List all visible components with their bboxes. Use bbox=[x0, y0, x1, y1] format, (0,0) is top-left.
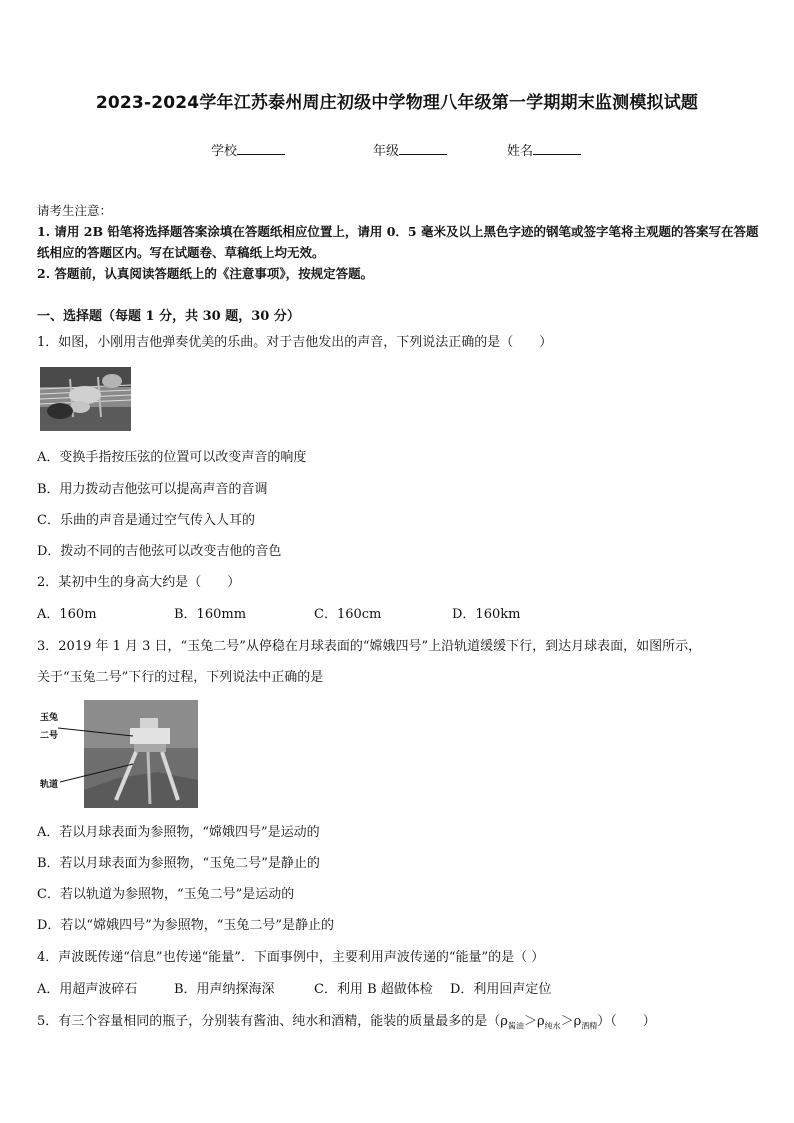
q2-option-c[interactable]: C．160cm bbox=[314, 607, 382, 622]
page-title: 2023-2024学年江苏泰州周庄初级中学物理八年级第一学期期末监测模拟试题 bbox=[95, 93, 699, 113]
q4-stem: 4．声波既传递“信息”也传递“能量”．下面事例中，主要利用声波传递的“能量”的是（ ） bbox=[37, 950, 545, 965]
q1-option-a[interactable]: A．变换手指按压弦的位置可以改变声音的响度 bbox=[37, 450, 307, 465]
name-label: 姓名 bbox=[507, 144, 534, 159]
notice-block bbox=[37, 200, 761, 284]
q3-option-a[interactable]: A．若以月球表面为参照物，“嫦娥四号”是运动的 bbox=[37, 825, 320, 840]
q4-option-b[interactable]: B．用声纳探海深 bbox=[174, 982, 275, 997]
q5-sub-soy: 酱油 bbox=[507, 1021, 524, 1031]
q4-option-c[interactable]: C．利用 B 超做体检 bbox=[314, 982, 433, 997]
grade-field[interactable] bbox=[373, 140, 447, 159]
q5-rho-1: ρ bbox=[500, 1014, 508, 1029]
school-field[interactable] bbox=[211, 140, 285, 159]
q1-stem: 1．如图，小刚用吉他弹奏优美的乐曲。对于吉他发出的声音，下列说法正确的是（ ） bbox=[37, 335, 553, 350]
q3-stem-line-2: 关于“玉兔二号”下行的过程，下列说法中正确的是 bbox=[37, 670, 324, 685]
q1-option-b[interactable]: B．用力拨动吉他弦可以提高声音的音调 bbox=[37, 482, 268, 497]
q3-option-d[interactable]: D．若以“嫦娥四号”为参照物，“玉兔二号”是静止的 bbox=[37, 918, 335, 933]
q5-sub-water: 纯水 bbox=[544, 1021, 561, 1031]
q4-option-d[interactable]: D．利用回声定位 bbox=[450, 982, 552, 997]
q5-stem-text: 5．有三个容量相同的瓶子，分别装有酱油、纯水和酒精，能装的质量最多的是（ bbox=[37, 1014, 501, 1029]
grade-label: 年级 bbox=[373, 144, 400, 159]
name-field[interactable] bbox=[507, 140, 581, 159]
figure-label-rover-2: 二号 bbox=[40, 731, 59, 741]
q3-stem-line-1: 3．2019 年 1 月 3 日，“玉兔二号”从停稳在月球表面的“嫦娥四号”上沿轨道缓缓下行，到达月球表面，如图所示， bbox=[37, 639, 702, 654]
yutu2-rover-photo bbox=[38, 700, 198, 808]
q2-option-a[interactable]: A．160m bbox=[37, 607, 97, 622]
notice-item-2: 2. 答题前，认真阅读答题纸上的《注意事项》，按规定答题。 bbox=[37, 266, 374, 281]
school-blank bbox=[237, 141, 285, 155]
q5-rho-3: ρ bbox=[573, 1014, 582, 1029]
figure-label-rover-1: 玉兔 bbox=[40, 713, 59, 723]
q5-tail: ）（ ） bbox=[597, 1014, 656, 1029]
student-info-fields bbox=[0, 140, 794, 160]
guitar-photo bbox=[40, 367, 131, 431]
q2-option-d[interactable]: D．160km bbox=[452, 607, 521, 622]
q3-option-c[interactable]: C．若以轨道为参照物，“玉兔二号”是运动的 bbox=[37, 887, 295, 902]
q1-option-c[interactable]: C．乐曲的声音是通过空气传入人耳的 bbox=[37, 513, 255, 528]
q5-gt-1: ＞ bbox=[523, 1014, 537, 1029]
name-blank bbox=[533, 141, 581, 155]
q2-stem: 2．某初中生的身高大约是（ ） bbox=[37, 575, 241, 590]
q5-sub-alcohol: 酒精 bbox=[581, 1021, 598, 1031]
q2-options bbox=[37, 603, 761, 623]
q4-option-a[interactable]: A．用超声波碎石 bbox=[37, 982, 138, 997]
q5-gt-2: ＞ bbox=[560, 1014, 574, 1029]
section-heading: 一、选择题（每题 1 分，共 30 题，30 分） bbox=[37, 309, 300, 324]
notice-item-1: 1. 请用 2B 铅笔将选择题答案涂填在答题纸相应位置上，请用 0．5 毫米及以上黑色字迹的钢笔或签字笔将主观题的答案写在答题纸相应的答题区内。写在试题卷、草稿纸上均无效。 bbox=[37, 224, 759, 260]
q2-option-b[interactable]: B．160mm bbox=[174, 607, 247, 622]
school-label: 学校 bbox=[211, 144, 238, 159]
q5-rho-2: ρ bbox=[536, 1014, 545, 1029]
grade-blank bbox=[399, 141, 447, 155]
notice-heading: 请考生注意： bbox=[37, 203, 113, 218]
q3-option-b[interactable]: B．若以月球表面为参照物，“玉兔二号”是静止的 bbox=[37, 856, 320, 871]
q4-options bbox=[37, 978, 761, 998]
q1-option-d[interactable]: D．拨动不同的吉他弦可以改变吉他的音色 bbox=[37, 544, 282, 559]
q5-stem bbox=[37, 1010, 656, 1032]
figure-label-track: 轨道 bbox=[40, 780, 59, 790]
